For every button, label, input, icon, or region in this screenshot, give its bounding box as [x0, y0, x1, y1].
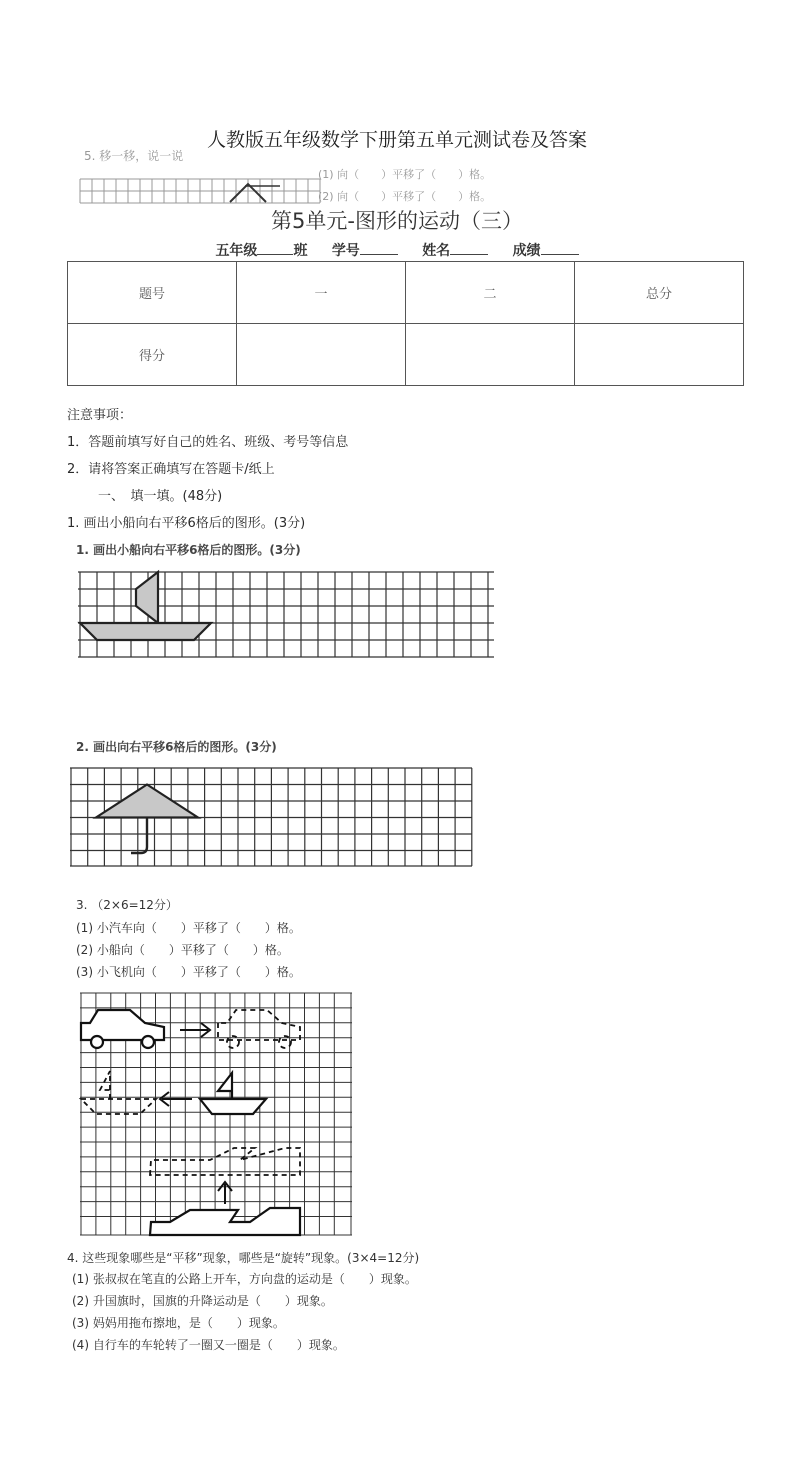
class-label: 班: [293, 243, 308, 259]
name-blank[interactable]: [450, 242, 488, 255]
id-label: 学号: [331, 243, 360, 259]
q2-umbrella-grid[interactable]: [70, 767, 474, 867]
class-blank[interactable]: [257, 242, 293, 255]
score-cell-total[interactable]: [575, 324, 744, 386]
boat-dashed: [81, 1071, 156, 1114]
q4-line-1: (1) 张叔叔在笔直的公路上开车，方向盘的运动是（ ）现象。: [72, 1272, 417, 1286]
arrow-right-icon: [180, 1023, 210, 1037]
header-question-number: 题号: [68, 262, 237, 324]
ghost-q5-label: 5. 移一移，说一说: [84, 149, 184, 163]
score-table: [67, 261, 744, 386]
q1-text: 1. 画出小船向右平移6格后的图形。(3分): [67, 516, 306, 531]
plane-dashed: [150, 1148, 300, 1175]
section-one-heading: 一、 填一填。(48分): [98, 489, 223, 504]
plane-solid: [150, 1208, 300, 1235]
score-cell-one[interactable]: [237, 324, 406, 386]
q3-line-2: (2) 小船向（ ）平移了（ ）格。: [76, 943, 289, 957]
ghost-q5-line1: (1) 向（ ）平移了（ ）格。: [318, 168, 492, 181]
q4-line-2: (2) 升国旗时，国旗的升降运动是（ ）现象。: [72, 1294, 333, 1308]
q4-line-3: (3) 妈妈用拖布擦地，是（ ）现象。: [72, 1316, 285, 1330]
arrow-left-icon: [160, 1092, 192, 1106]
grade-label: 五年级: [215, 243, 258, 259]
note-item-1: 1．答题前填写好自己的姓名、班级、考号等信息: [67, 435, 349, 450]
score-label: 成绩: [512, 243, 541, 259]
q1-image-text: 1. 画出小船向右平移6格后的图形。(3分): [76, 543, 301, 557]
q4-line-4: (4) 自行车的车轮转了一圈又一圈是（ ）现象。: [72, 1338, 345, 1352]
q3-translation-grid: [80, 992, 354, 1238]
id-blank[interactable]: [360, 242, 398, 255]
q3-line-1: (1) 小汽车向（ ）平移了（ ）格。: [76, 921, 301, 935]
header-total: 总分: [575, 262, 744, 324]
row-label-score: 得分: [68, 324, 237, 386]
q4-heading: 4. 这些现象哪些是“平移”现象，哪些是“旋转”现象。(3×4=12分): [67, 1251, 420, 1265]
boat-hull: [80, 623, 211, 640]
boat-solid: [200, 1073, 266, 1114]
note-item-2: 2．请将答案正确填写在答题卡/纸上: [67, 462, 275, 477]
score-blank[interactable]: [541, 242, 579, 255]
score-cell-two[interactable]: [406, 324, 575, 386]
ghost-grid: [80, 178, 320, 204]
student-info-line: [0, 240, 794, 260]
table-row: [68, 324, 744, 386]
name-label: 姓名: [422, 243, 451, 259]
table-row: [68, 262, 744, 324]
header-part-two: 二: [406, 262, 575, 324]
q3-heading: 3. （2×6=12分）: [76, 898, 178, 912]
notes-title: 注意事项：: [67, 408, 133, 423]
umbrella-handle: [131, 818, 147, 854]
document-title: 人教版五年级数学下册第五单元测试卷及答案: [206, 129, 587, 151]
boat-sail: [136, 572, 158, 623]
header-part-one: 一: [237, 262, 406, 324]
q1-boat-grid[interactable]: [78, 571, 496, 661]
unit-title: 第5单元-图形的运动（三）: [271, 209, 523, 233]
q3-line-3: (3) 小飞机向（ ）平移了（ ）格。: [76, 965, 301, 979]
car-solid: [81, 1010, 164, 1048]
q2-text: 2. 画出向右平移6格后的图形。(3分): [76, 740, 277, 754]
ghost-q5-line2: (2) 向（ ）平移了（ ）格。: [318, 190, 492, 203]
